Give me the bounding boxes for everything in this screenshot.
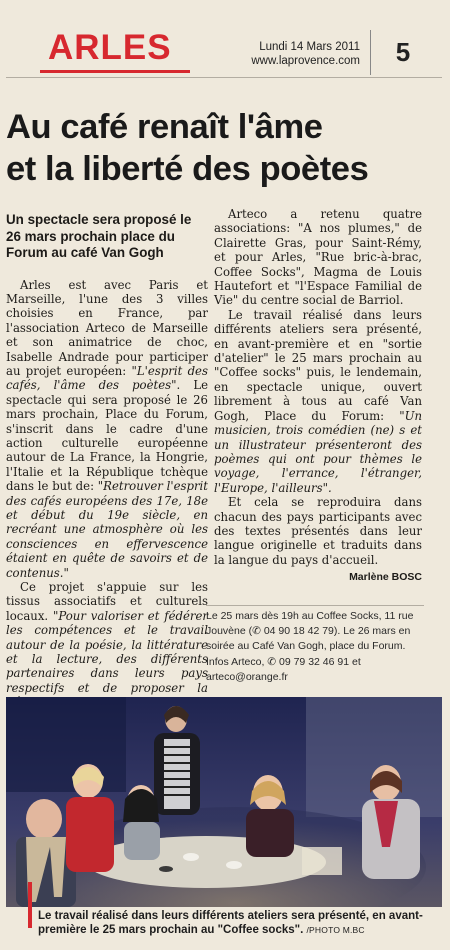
section-title: ARLES — [48, 28, 172, 67]
article-lead: Un spectacle sera proposé le 26 mars prochain place du Forum au café Van Gogh — [6, 212, 192, 260]
paragraph-4 — [214, 308, 422, 495]
article-photo — [6, 697, 442, 907]
article-headline — [6, 106, 446, 190]
paragraph-5: Et cela se reproduira dans chacun des pays participants avec des textes présentés dans leur langue originelle et traduits dans la langue du pays d'accueil. — [214, 495, 422, 567]
paragraph-1-quote-1: "L'esprit des cafés, l'âme des poètes" — [6, 363, 208, 393]
paragraph-3: Arteco a retenu quatre associations: "A nos plumes," de Clairette Gras, pour Saint-Rémy, et pour Arles, "Rue bric-à-brac, Coffee Socks", Magma de Louis Hautefort et "l'Espace Familial de Vie" du centre social de Barriol. — [214, 207, 422, 308]
photo-caption — [38, 909, 430, 937]
paragraph-2-text: Ce projet s'appuie sur les tissus associatifs et culturels locaux. — [6, 580, 208, 623]
headline-line-2: et la liberté des poètes — [6, 150, 369, 188]
caption-accent-bar — [28, 882, 32, 928]
photo-caption-text: Le travail réalisé dans leurs différents ateliers sera présenté, en avant-première le 25 mars prochain au "Coffee socks". — [38, 910, 423, 936]
paragraph-1-text-a: Arles est avec Paris et Marseille, l'une des 3 villes choisies en France, par l'association Arteco de Marseille et son animatrice de choc, Isabelle Andrade pour participer au projet européen: — [6, 277, 208, 378]
photo-credit: /PHOTO M.BC — [306, 925, 365, 935]
page-header — [0, 0, 450, 75]
paragraph-1-quote-2: "Retrouver l'esprit des cafés européens des 17e, 18e et début du 19e siècle, en recréant une atmosphère où les consciences en effervescence étaient en quête de savoirs et de contenus." — [6, 479, 208, 580]
issue-date: Lundi 14 Mars 2011 — [259, 41, 360, 53]
website-link[interactable]: www.laprovence.com — [251, 55, 360, 67]
section-banner — [40, 26, 190, 73]
paragraph-4-text: Le travail réalisé dans leurs différents ateliers sera présenté, en avant-première et en "sortie d'atelier" le 25 mars prochain au "Coffee socks" puis, le lendemain, en spectacle unique, ouvert librement à tous au café Van Gogh, Place du Forum: — [214, 307, 422, 423]
event-info-box — [206, 605, 424, 685]
headline-line-1: Au café renaît l'âme — [6, 108, 323, 146]
paragraph-2-quote: "Pour valoriser et fédérer les compétences et le travail autour de la poésie, la littérature et la lecture, des différents partenaires dans leurs pays respectifs et de proposer la — [6, 608, 208, 695]
header-rule — [6, 77, 442, 78]
header-divider — [370, 30, 371, 75]
event-info-text: Le 25 mars dès 19h au Coffee Socks, 11 rue Jouvène (✆ 04 90 18 42 79). Le 26 mars en soirée au Café Van Gogh, place du Forum. Infos Arteco, ✆ 09 79 32 46 91 et arteco@orange.fr — [206, 610, 414, 683]
page-number: 5 — [395, 37, 411, 67]
author-signature: Marlène BOSC — [349, 571, 422, 584]
article-column-right — [214, 207, 422, 585]
masthead-info — [220, 40, 360, 68]
paragraph-1 — [6, 278, 208, 581]
paragraph-1-text-b: . Le spectacle qui sera proposé le 26 mars prochain, Place du Forum, s'inscrit dans le cadre d'une action culturelle européenne autour de La France, la Hongrie, l'Italie et la République tchèque dans le but de: — [6, 378, 208, 494]
cafe-group-photo — [6, 697, 442, 907]
paragraph-4-quote: "Un musicien, trois comédien (ne) s et un illustrateur présenteront des poèmes qui ont pour thèmes le voyage, l'errance, l'étranger, l'Europe, l'ailleurs". — [214, 408, 422, 495]
article-column-left — [6, 212, 208, 724]
